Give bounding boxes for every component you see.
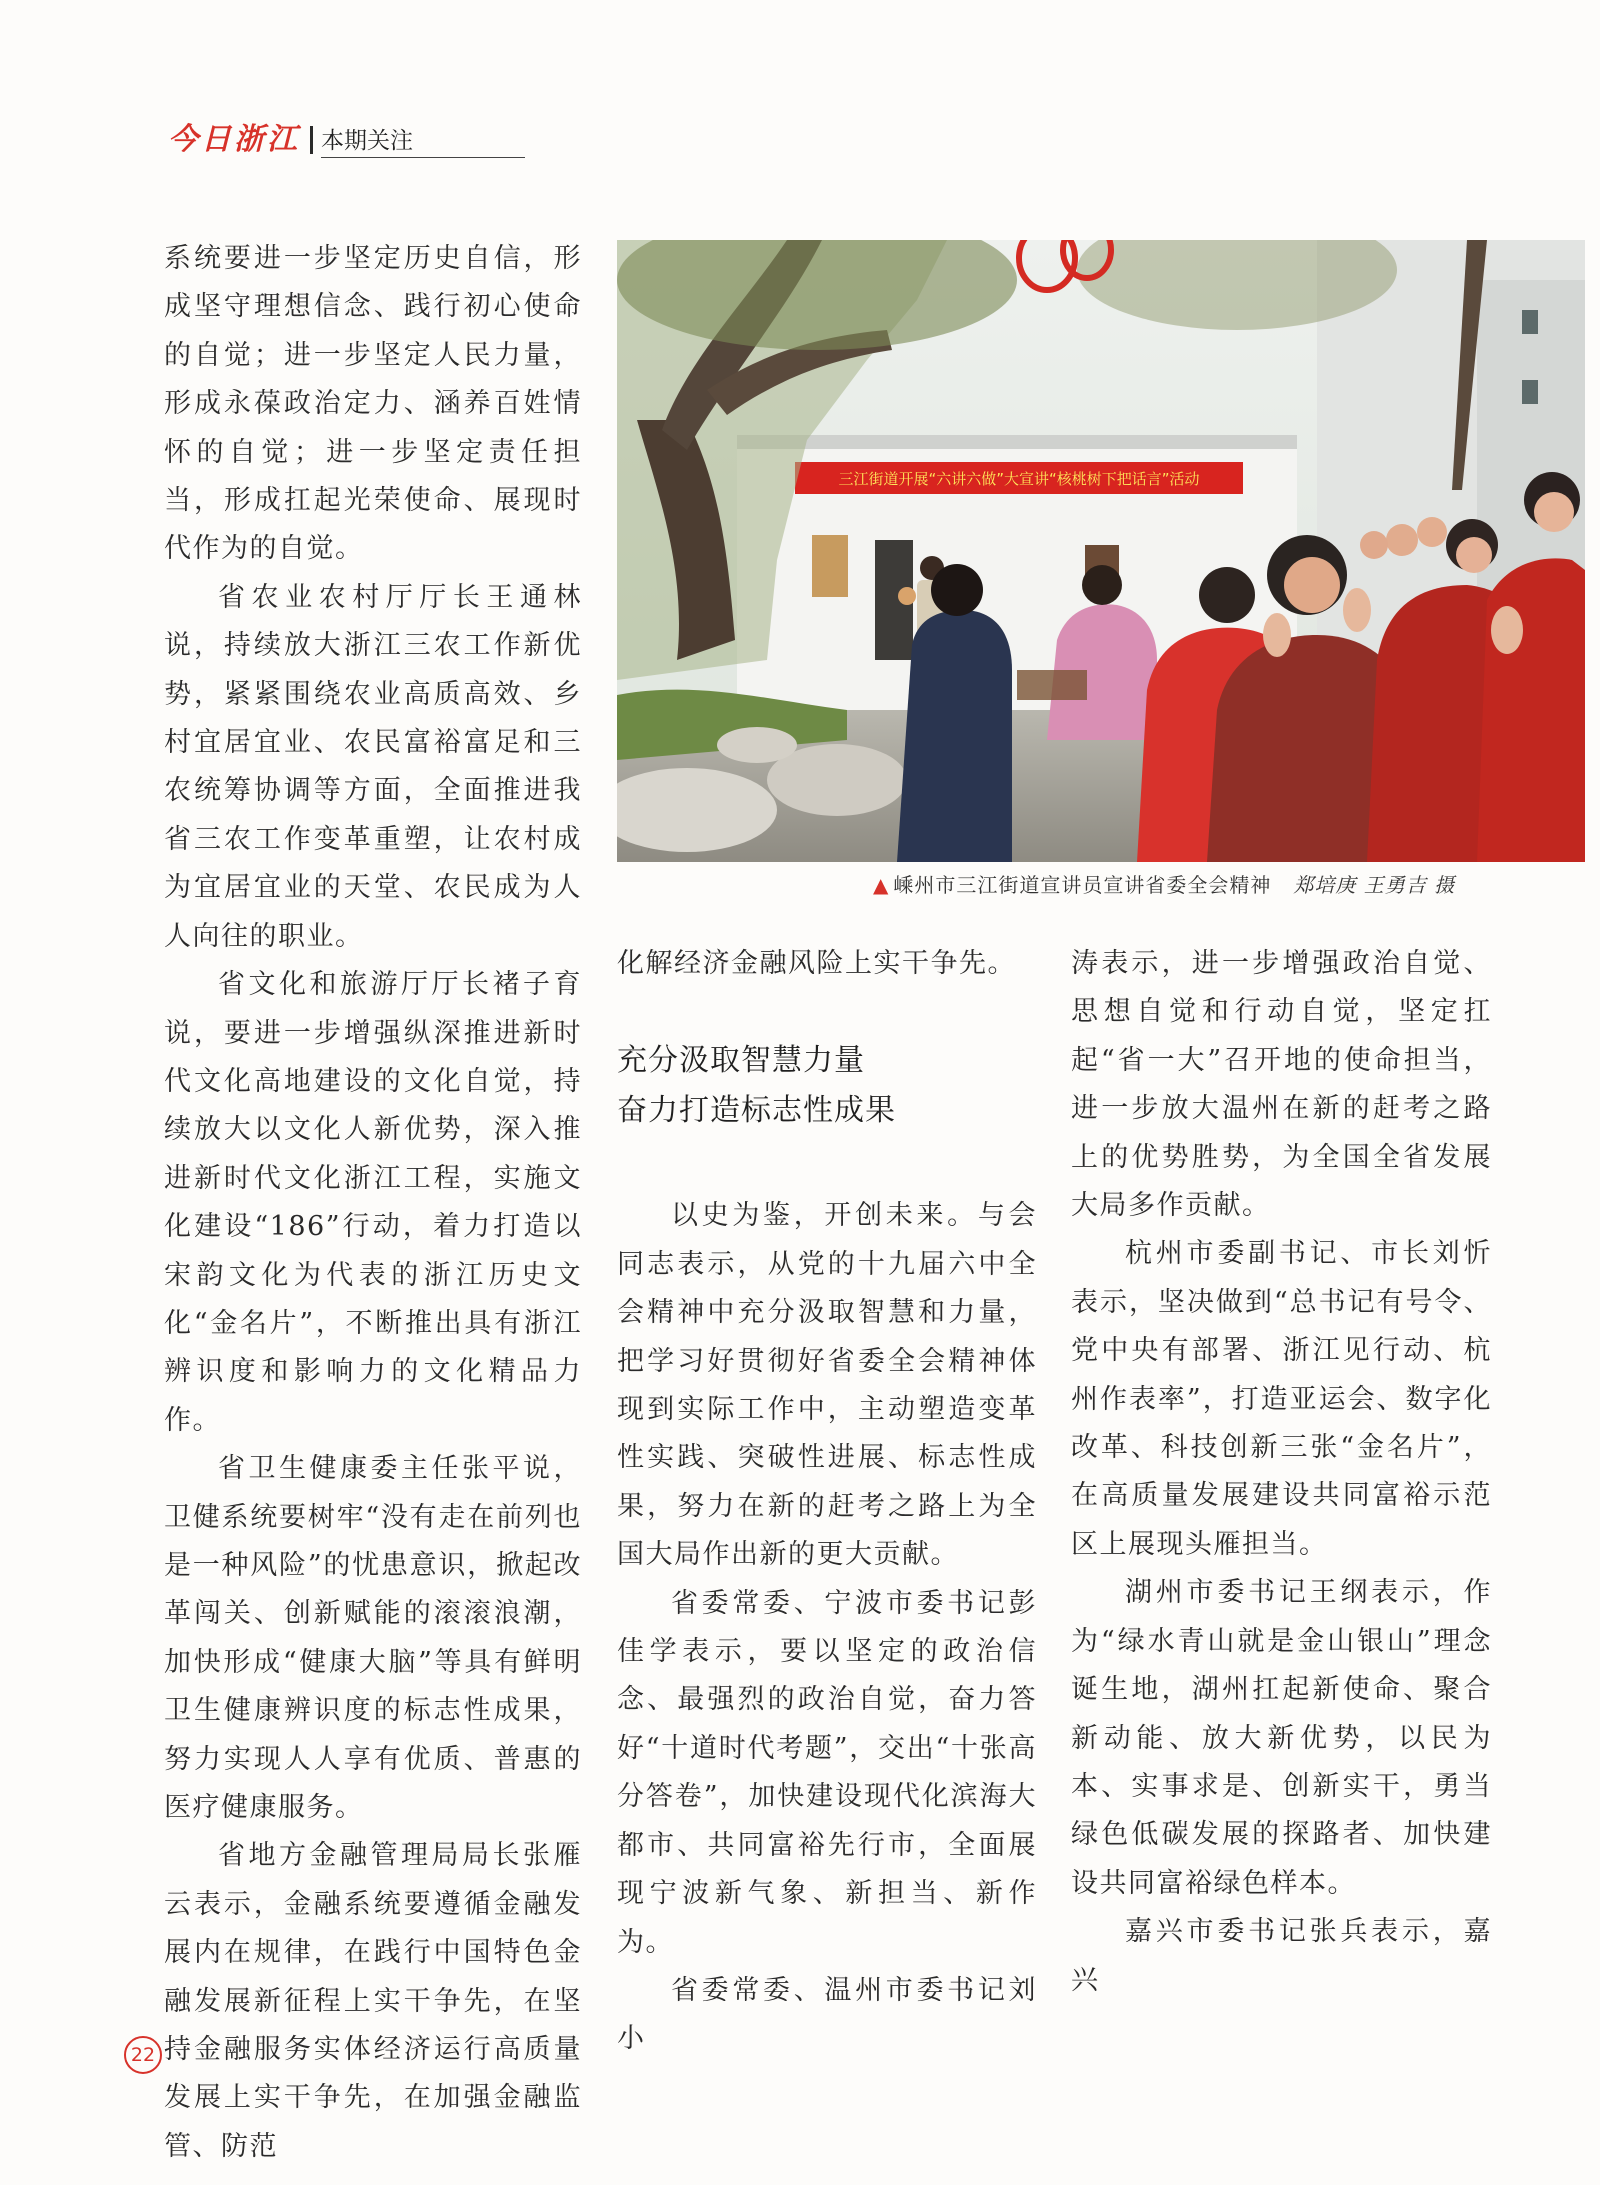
magazine-logo: 今日浙江 <box>168 122 300 157</box>
caption-text: 嵊州市三江街道宣讲员宣讲省委全会精神 <box>893 873 1272 897</box>
subheading-line-2: 奋力打造标志性成果 <box>617 1093 896 1129</box>
paragraph: 省委常委、宁波市委书记彭佳学表示，要以坚定的政治信念、最强烈的政治自觉，奋力答好“十道时代考题”，交出“十张高分答卷”，加快建设现代化滨海大都市、共同富裕先行市，全面展现宁波新气象、新担当、新作为。 <box>617 1587 1037 1958</box>
paragraph: 省文化和旅游厅厅长褚子育说，要进一步增强纵深推进新时代文化高地建设的文化自觉，持续放大以文化人新优势，深入推进新时代文化浙江工程，实施文化建设“186”行动，着力打造以宋韵文化为代表的浙江历史文化“金名片”，不断推出具有浙江辨识度和影响力的文化精品力作。 <box>164 969 582 1436</box>
paragraph: 以史为鉴，开创未来。与会同志表示，从党的十九届六中全会精神中充分汲取智慧和力量，把学习好贯彻好省委全会精神体现到实际工作中，主动塑造变革性实践、突破性进展、标志性成果，努力在新的赶考之路上为全国大局作出新的更大贡献。 <box>617 1200 1037 1571</box>
text-column-3 <box>1071 940 1492 2005</box>
section-title: 本期关注 <box>321 125 525 158</box>
header-divider <box>310 126 313 154</box>
paragraph: 省地方金融管理局局长张雁云表示，金融系统要遵循金融发展内在规律，在践行中国特色金融发展新征程上实干争先，在坚持金融服务实体经济运行高质量发展上实干争先，在加强金融监管、防范 <box>164 1840 582 2162</box>
paragraph: 杭州市委副书记、市长刘忻表示，坚决做到“总书记有号令、党中央有部署、浙江见行动、杭州作表率”，打造亚运会、数字化改革、科技创新三张“金名片”，在高质量发展建设共同富裕示范区上展现头雁担当。 <box>1071 1238 1492 1560</box>
paragraph: 嘉兴市委书记张兵表示，嘉兴 <box>1071 1916 1492 1996</box>
photo-illustration <box>617 240 1585 862</box>
banner-text: 三江街道开展“六讲六做”大宣讲“核桃树下把话言”活动 <box>838 470 1200 488</box>
paragraph: 涛表示，进一步增强政治自觉、思想自觉和行动自觉，坚定扛起“省一大”召开地的使命担当，进一步放大温州在新的赶考之路上的优势胜势，为全国全省发展大局多作贡献。 <box>1071 948 1492 1222</box>
paragraph: 湖州市委书记王纲表示，作为“绿水青山就是金山银山”理念诞生地，湖州扛起新使命、聚合新动能、放大新优势，以民为本、实事求是、创新实干，勇当绿色低碳发展的探路者、加快建设共同富裕绿色样本。 <box>1071 1577 1492 1899</box>
subheading <box>617 1036 1037 1136</box>
page-header <box>168 122 525 158</box>
paragraph: 系统要进一步坚定历史自信，形成坚守理想信念、践行初心使命的自觉；进一步坚定人民力量，形成永葆政治定力、涵养百姓情怀的自觉；进一步坚定责任担当，形成扛起光荣使命、展现时代作为的自觉。 <box>164 243 582 565</box>
subheading-line-1: 充分汲取智慧力量 <box>617 1043 865 1079</box>
photo-credit: 郑培庚 王勇吉 摄 <box>1293 873 1456 897</box>
paragraph: 省农业农村厅厅长王通林说，持续放大浙江三农工作新优势，紧紧围绕农业高质高效、乡村宜居宜业、农民富裕富足和三农统筹协调等方面，全面推进我省三农工作变革重塑，让农村成为宜居宜业的天堂、农民成为人人向往的职业。 <box>164 581 582 952</box>
text-column-2 <box>617 940 1037 2064</box>
paragraph: 省委常委、温州市委书记刘小 <box>617 1974 1037 2055</box>
paragraph: 省卫生健康委主任张平说，卫健系统要树牢“没有走在前列也是一种风险”的忧患意识，掀起改革闯关、创新赋能的滚滚浪潮，加快形成“健康大脑”等具有鲜明卫生健康辨识度的标志性成果，努力实现人人享有优质、普惠的医疗健康服务。 <box>164 1453 582 1823</box>
photo-caption <box>873 869 1455 898</box>
paragraph: 化解经济金融风险上实干争先。 <box>617 948 1016 979</box>
page-number: 22 <box>124 2036 162 2074</box>
text-column-1 <box>164 235 582 2171</box>
event-photo <box>617 240 1585 862</box>
caption-marker: ▲ <box>873 873 890 897</box>
